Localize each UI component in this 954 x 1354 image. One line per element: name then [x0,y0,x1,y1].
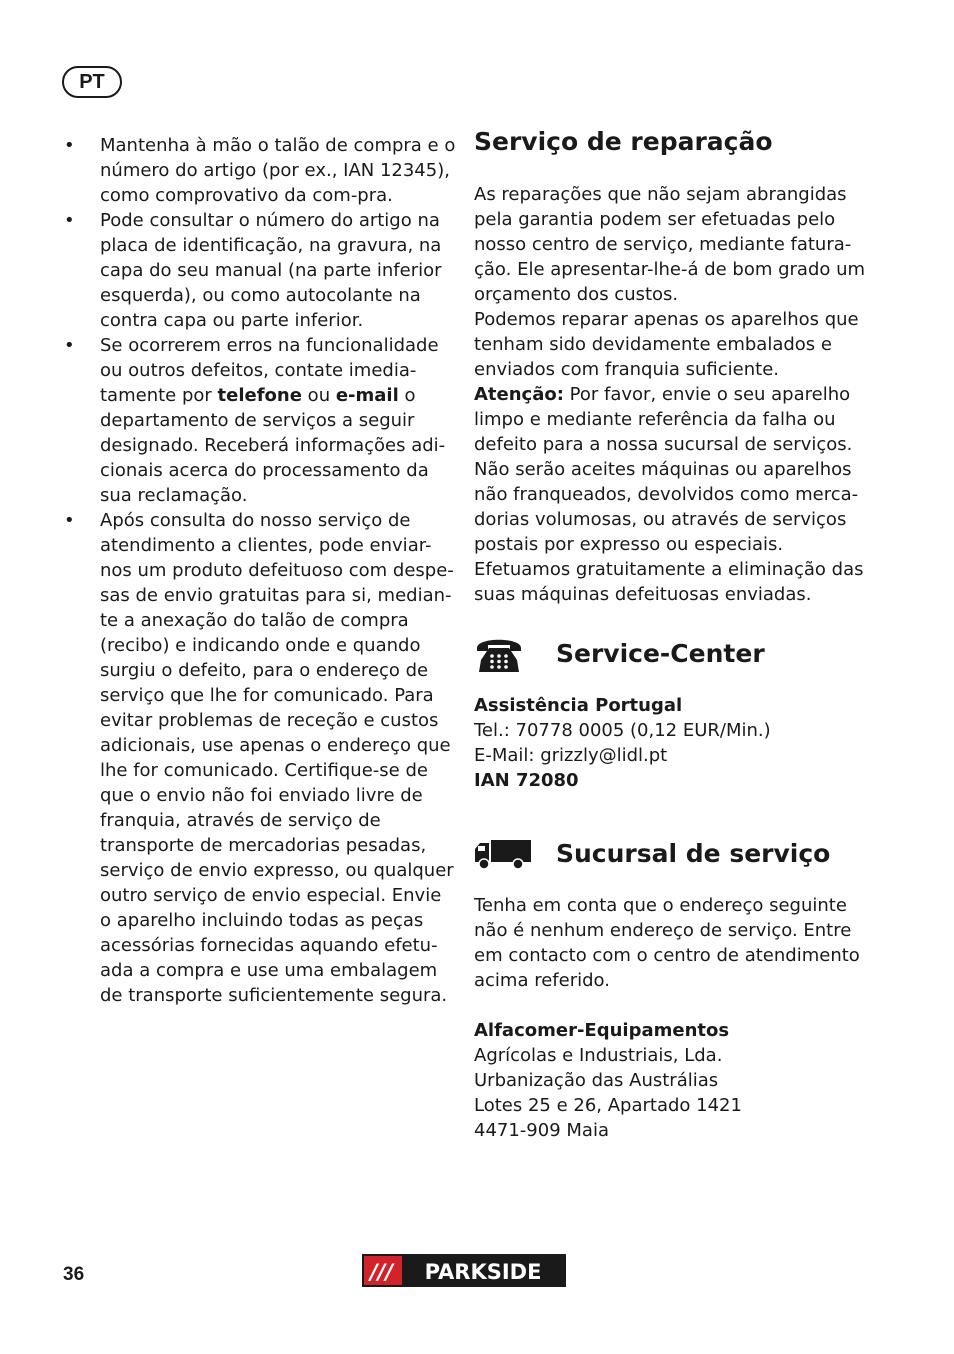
bullet-text: o departamento de serviços a seguir designado. Receberá informações adi-cionais acerca do processamento da sua reclamação. [100,385,446,506]
bullet-item [62,508,457,1008]
parkside-logo [362,1254,566,1287]
bullet-text: Se ocorrerem erros na funcionalidade ou outros defeitos, contate imedia-tamente por [100,335,439,406]
branch-address-line: Urbanização das Austrálias [474,1070,719,1091]
bullet-marker: • [64,135,75,156]
bullet-item [62,208,457,333]
service-center-title: Service-Center [556,639,765,668]
left-column [62,133,457,1008]
service-center-email: E-Mail: grizzly@lidl.pt [474,745,668,766]
bullet-marker: • [64,210,75,231]
branch-heading [474,831,866,877]
repair-paragraph-2: Podemos reparar apenas os aparelhos que tenham sido devidamente embalados e enviados com franquia suficiente. [474,309,859,380]
service-center-name: Assistência Portugal [474,695,683,716]
bullet-text: Pode consultar o número do artigo na placa de identificação, na gravura, na capa do seu manual (na parte inferior esquerda), ou como autocolante na contra capa ou parte inferior. [100,210,442,331]
branch-intro: Tenha em conta que o endereço seguinte não é nenhum endereço de serviço. Entre em contacto com o centro de atendimento acima referido. [474,895,860,991]
bullet-text-bold: e-mail [335,385,399,406]
branch-address-line: Agrícolas e Industriais, Lda. [474,1045,723,1066]
bullet-text-bold: telefone [217,385,302,406]
right-column [474,122,866,1143]
bullet-list [62,133,457,1008]
branch-address-line: 4471-909 Maia [474,1120,609,1141]
bullet-item [62,133,457,208]
bullet-text: Mantenha à mão o talão de compra e o número do artigo (por ex., IAN 12345), como comprovativo da com-pra. [100,135,456,206]
bullet-text: Após consulta do nosso serviço de atendimento a clientes, pode enviar-nos um produto defeituoso com despe-sas de envio gratuitas para si, median-te a anexação do talão de compra (recibo) e indicando onde e quando surgiu o defeito, para o endereço de serviço que lhe for comunicado. Para evitar problemas de receção e custos adicionais, use apenas o endereço que lhe for comunicado. Certifique-se de que o envio não foi enviado livre de franquia, através de serviço de transporte de mercadorias pesadas, serviço de envio expresso, ou qualquer outro serviço de envio especial. Envie o aparelho incluindo todas as peças acessórias fornecidas aquando efetu-ada a compra e use uma embalagem de transporte suficientemente segura. [100,510,454,1006]
branch-address-line: Lotes 25 e 26, Apartado 1421 [474,1095,742,1116]
logo-brand-text: PARKSIDE [424,1260,542,1284]
bullet-item [62,333,457,508]
repair-section-title: Serviço de reparação [474,127,773,156]
language-badge: PT [62,66,122,98]
truck-icon [474,837,556,871]
service-center-phone: Tel.: 70778 0005 (0,12 EUR/Min.) [474,720,771,741]
branch-company: Alfacomer-Equipamentos [474,1020,730,1041]
service-center-ian: IAN 72080 [474,770,579,791]
service-center-heading [474,631,866,677]
logo-mark: /// [370,1260,394,1284]
attention-label: Atenção: [474,384,564,405]
repair-paragraph-1: As reparações que não sejam abrangidas pela garantia podem ser efetuadas pelo nosso centro de serviço, mediante fatura-ção. Ele apresentar-lhe-á de bom grado um orçamento dos custos. [474,184,866,305]
telephone-icon [474,634,556,674]
branch-title: Sucursal de serviço [556,839,831,868]
attention-text: Por favor, envie o seu aparelho limpo e mediante referência da falha ou defeito para a nossa sucursal de serviços. Não serão aceites máquinas ou aparelhos não franqueados, devolvidos como merca-dorias volumosas, ou através de serviços postais por expresso ou especiais. Efetuamos gratuitamente a eliminação das suas máquinas defeituosas enviadas. [474,384,864,605]
bullet-text: ou [301,385,336,406]
bullet-marker: • [64,510,75,531]
page-number: 36 [63,1264,85,1285]
bullet-marker: • [64,335,75,356]
repair-attention-paragraph [474,382,866,607]
